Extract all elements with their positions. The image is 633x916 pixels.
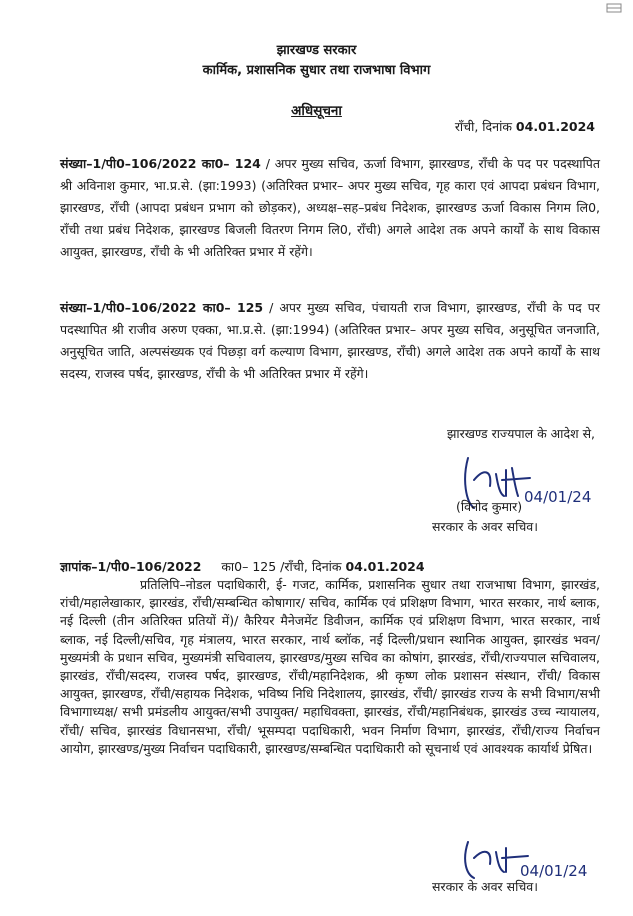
memo-number: ज्ञापांक–1/पी0–106/2022 (60, 559, 202, 574)
notification-title-text: अधिसूचना (291, 103, 342, 119)
order-number: संख्या–1/पी0–106/2022 का0– 125 (60, 300, 264, 315)
government-title: झारखण्ड सरकार (276, 43, 357, 58)
memo-date: 04.01.2024 (345, 559, 425, 574)
order-paragraph-2 (60, 297, 600, 385)
department-title: कार्मिक, प्रशासनिक सुधार तथा राजभाषा विभाग (202, 63, 431, 78)
memo-ka-number: का0– 125 (221, 559, 277, 574)
order-text: / अपर मुख्य सचिव, ऊर्जा विभाग, झारखण्ड, राँची के पद पर पदस्थापित श्री अविनाश कुमार, भा.प्र.से. (झा:1993) (अतिरिक्त प्रभार– अपर मुख्य सचिव, गृह कारा एवं आपदा प्रबंधन विभाग, झारखण्ड, राँची (आपदा प्रबंधन प्रभाग को छोड़कर), अध्यक्ष–सह–प्रबंध निदेशक, झारखण्ड ऊर्जा विकास निगम लि0, राँची तथा प्रबंध निदेशक, झारखण्ड बिजली वितरण निगम लि0, राँची) अगले आदेश तक अपने कार्यों के साथ विकास आयुक्त, झारखण्ड, राँची के भी अतिरिक्त प्रभार में रहेंगे। (60, 156, 601, 259)
governor-order: झारखण्ड राज्यपाल के आदेश से, (446, 426, 595, 441)
memo-date-prefix: /राँची, दिनांक (276, 559, 342, 574)
order-number: संख्या–1/पी0–106/2022 का0– 124 (60, 156, 261, 171)
corner-mark-icon (601, 2, 625, 18)
notification-title (0, 101, 633, 119)
date-value: 04.01.2024 (515, 119, 595, 134)
order-paragraph-1 (60, 153, 600, 263)
signatory-designation-2: सरकार के अवर सचिव। (432, 879, 538, 894)
memo-header (60, 558, 620, 575)
date-prefix: राँची, दिनांक (454, 119, 512, 134)
signatory-designation: सरकार के अवर सचिव। (432, 519, 538, 534)
order-text: / अपर मुख्य सचिव, पंचायती राज विभाग, झारखण्ड, राँची के पद पर पदस्थापित श्री राजीव अरुण एक्का, भा.प्र.से. (झा:1994) (अतिरिक्त प्रभार– अपर मुख्य सचिव, अनुसूचित जनजाति, अनुसूचित जाति, अल्पसंख्यक एवं पिछड़ा वर्ग कल्याण विभाग, झारखण्ड, राँची) अगले आदेश तक अपने कार्यों के साथ सदस्य, राजस्व पर्षद, झारखण्ड, राँची के भी अतिरिक्त प्रभार में रहेंगे। (60, 300, 601, 381)
notification-date (455, 118, 595, 135)
signature-date: 04/01/24 (524, 488, 592, 506)
memo-body: प्रतिलिपि–नोडल पदाधिकारी, ई- गजट, कार्मिक, प्रशासनिक सुधार तथा राजभाषा विभाग, झारखंड, रांची/महालेखाकार, झारखंड, राँची/सम्बन्धित कोषागार/ सचिव, कार्मिक एवं प्रशिक्षण विभाग, भारत सरकार, नार्थ ब्लाक, नई दिल्ली (तीन अतिरिक्त प्रतियों में)/ कैरियर मैनेजमेंट डिवीजन, कार्मिक एवं प्रशिक्षण विभाग, भारत सरकार, नार्थ ब्लाक, नई दिल्ली/सचिव, गृह मंत्रालय, भारत सरकार, नार्थ ब्लॉक, नई दिल्ली/प्रधान स्थानिक आयुक्त, झारखंड भवन/मुख्यमंत्री के प्रधान सचिव, मुख्यमंत्री सचिवालय, झारखण्ड/मुख्य सचिव का कोषांग, झारखंड, राँची/राज्यपाल सचिवालय, झारखंड, राँची/सदस्य, राजस्व पर्षद, झारखण्ड, राँची/महानिदेशक, श्री कृष्ण लोक प्रशासन संस्थान, राँची/ विकास आयुक्त, झारखण्ड, राँची/सहायक निदेशक, भविष्य निधि निदेशालय, झारखंड, राँची/ झारखंड राज्य के सभी विभाग/सभी विभागाध्यक्ष/ सभी प्रमंडलीय आयुक्त/सभी उपायुक्त/ महाधिवक्ता, झारखंड, राँची/महानिबंधक, झारखंड उच्च न्यायालय, राँची/ सचिव, झारखंड विधानसभा, राँची/ भूसम्पदा पदाधिकारी, भवन निर्माण विभाग, झारखंड, राँची/राज्य निर्वाचन आयोग, झारखण्ड/मुख्य निर्वाचन पदाधिकारी, झारखण्ड/सम्बन्धित पदाधिकारी को सूचनार्थ एवं आवश्यक कार्यार्थ प्रेषित। (60, 577, 600, 756)
signatory-name: (विनोद कुमार) (456, 499, 523, 514)
signature-date: 04/01/24 (520, 862, 588, 880)
